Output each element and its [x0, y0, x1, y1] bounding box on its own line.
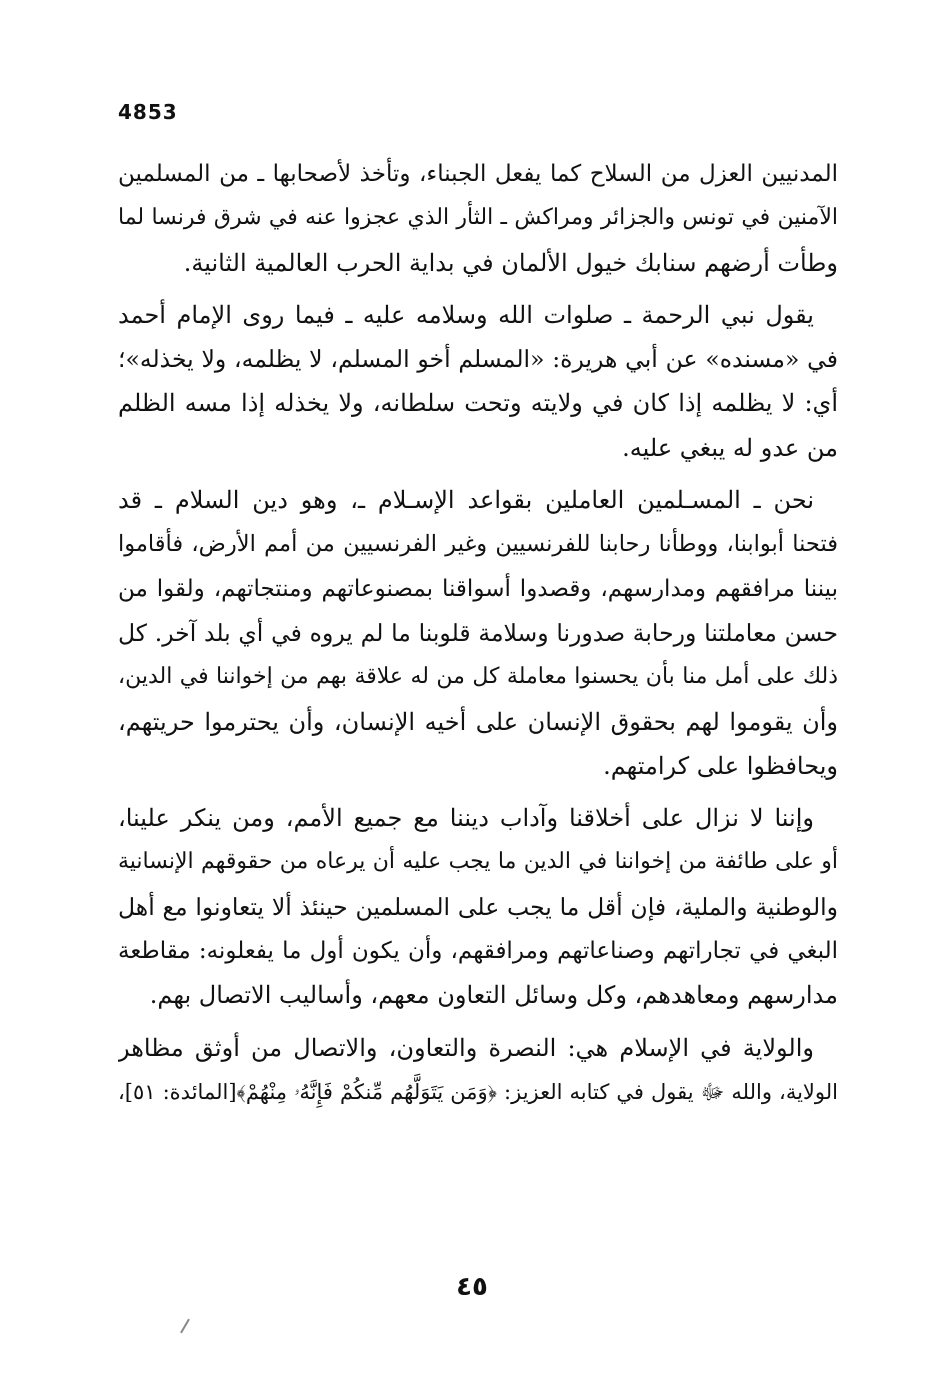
paragraph-2 [118, 293, 838, 470]
text-line: يقول نبي الرحمة ـ صلوات الله وسلامه عليه ـ فيما روى الإمام أحمد [118, 300, 814, 329]
paragraph-3 [118, 478, 838, 788]
text-line: فتحنا أبوابنا، ووطأنا رحابنا للفرنسيين وغير الفرنسيين من أمم الأرض، فأقاموا [118, 531, 838, 558]
pencil-mark [180, 1319, 190, 1334]
page-folio: ٤٥ [456, 1272, 488, 1302]
text-line: وطأت أرضهم سنابك خيول الألمان في بداية الحرب العالمية الثانية. [183, 248, 838, 277]
text-line: والوطنية والملية، فإن أقل ما يجب على المسلمين حينئذ ألا يتعاونوا مع أهل [118, 892, 838, 921]
paragraph-5 [118, 1026, 838, 1115]
paragraph-1 [118, 152, 838, 285]
text-line: وأن يقوموا لهم بحقوق الإنسان على أخيه الإنسان، وأن يحترموا حريتهم، [118, 707, 838, 736]
text-line: من عدو له يبغي عليه. [622, 433, 838, 462]
text-line: ويحافظوا على كرامتهم. [603, 751, 838, 780]
text-line: المدنيين العزل من السلاح كما يفعل الجبناء، وتأخذ لأصحابها ـ من المسلمين [118, 161, 838, 187]
text-line: ذلك على أمل منا بأن يحسنوا معاملة كل من له علاقة بهم من إخواننا في الدين، [118, 664, 838, 690]
body-text [118, 152, 838, 1122]
text-line: نحن ـ المسـلمين العاملين بقواعد الإسـلام ـ، وهو دين السلام ـ قد [118, 486, 814, 515]
text-line: حسن معاملتنا ورحابة صدورنا وسلامة قلوبنا ما لم يروه في أي بلد آخر. كل [118, 618, 838, 647]
paragraph-4 [118, 796, 838, 1017]
text-line: البغي في تجاراتهم وصناعاتهم ومرافقهم، وأن يكون أول ما يفعلونه: مقاطعة [118, 938, 838, 965]
text-line: وإننا لا نزال على أخلاقنا وآداب ديننا مع جميع الأمم، ومن ينكر علينا، [118, 804, 814, 833]
text-line: الآمنين في تونس والجزائر ومراكش ـ الثأر الذي عجزوا عنه في شرق فرنسا لما [118, 205, 838, 231]
text-line: والولاية في الإسلام هي: النصرة والتعاون، والاتصال من أوثق مظاهر [118, 1033, 814, 1062]
text-line: مدارسهم ومعاهدهم، وكل وسائل التعاون معهم، وأساليب الاتصال بهم. [149, 981, 838, 1010]
text-line: بيننا مرافقهم ومدارسهم، وقصدوا أسواقنا بمصنوعاتهم ومنتجاتهم، ولقوا من [118, 575, 838, 602]
text-line: أي: لا يظلمه إذا كان في ولايته وتحت سلطانه، ولا يخذله إذا مسه الظلم [118, 389, 838, 418]
text-line: أو على طائفة من إخواننا في الدين ما يجب عليه أن يرعاه من حقوقهم الإنسانية [118, 849, 838, 875]
text-line: في «مسنده» عن أبي هريرة: «المسلم أخو المسلم، لا يظلمه، ولا يخذله»؛ [118, 345, 838, 374]
text-line: الولاية، والله ﷻ يقول في كتابه العزيز: ﴿وَمَن يَتَوَلَّهُم مِّنكُمْ فَإِنَّهُۥ مِنْهُمْ﴾[المائدة: ٥١]، [118, 1079, 838, 1104]
page-id-number: 4853 [118, 100, 178, 124]
